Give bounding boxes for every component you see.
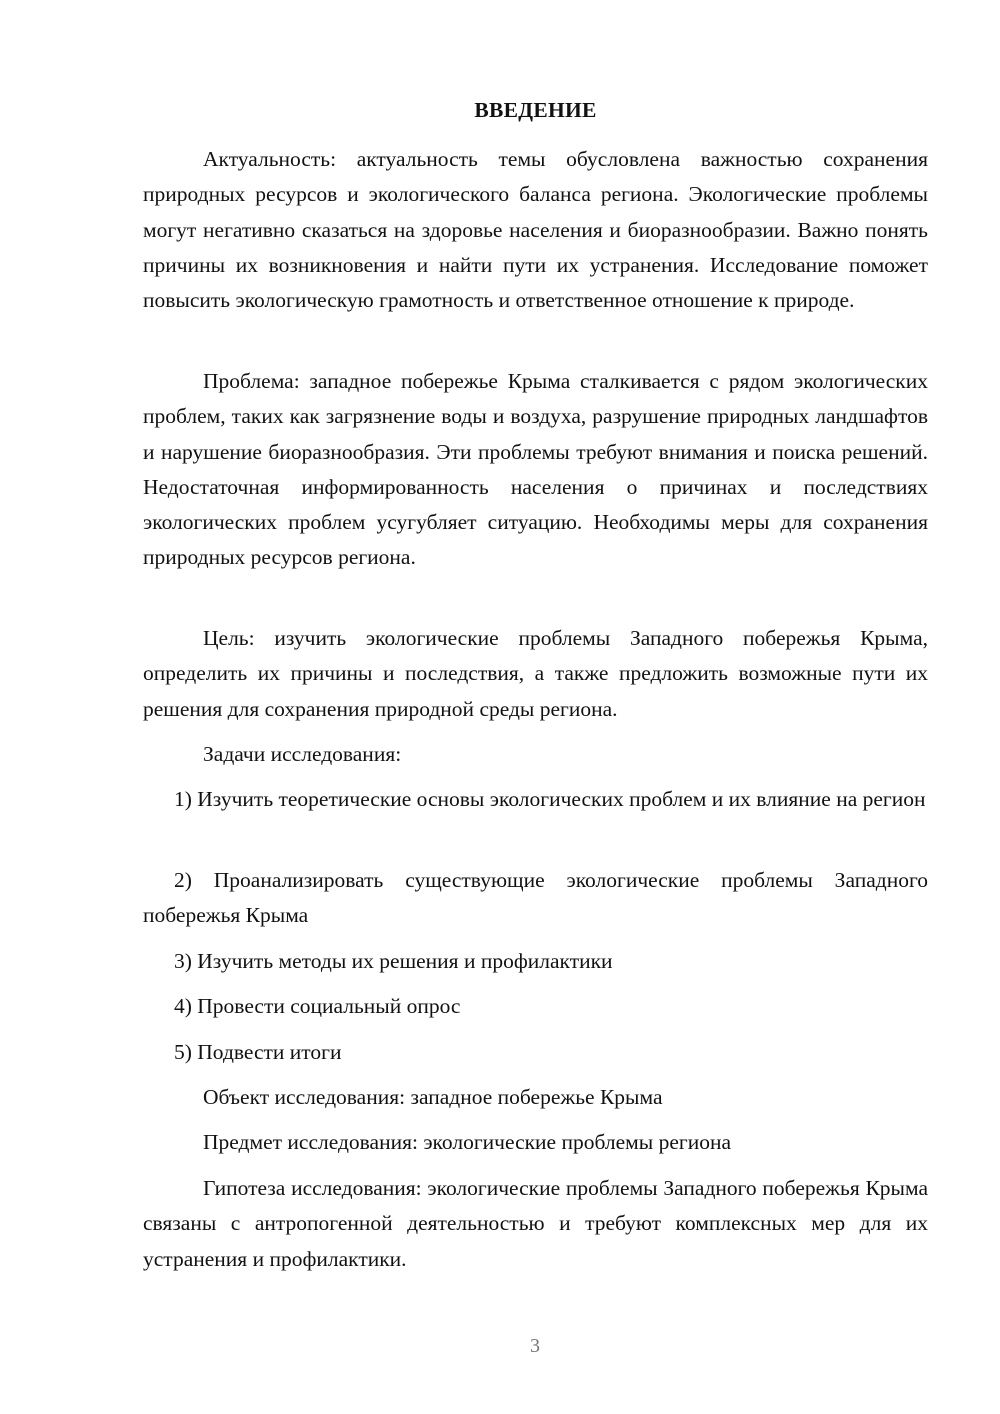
- paragraph-hypothesis: Гипотеза исследования: экологические проблемы Западного побережья Крыма связаны с антропогенной деятельностью и требуют комплексных мер для их устранения и профилактики.: [143, 1176, 928, 1271]
- task-item: 1) Изучить теоретические основы экологических проблем и их влияние на регион: [174, 787, 926, 811]
- paragraph-relevance: Актуальность: актуальность темы обусловлена важностью сохранения природных ресурсов и экологического баланса региона. Экологические проблемы могут негативно сказаться на здоровье населения и биоразнообразии. Важно понять причины их возникновения и найти пути их устранения. Исследование поможет повысить экологическую грамотность и ответственное отношение к природе.: [143, 147, 928, 313]
- paragraph-goal: Цель: изучить экологические проблемы Западного побережья Крыма, определить их причины и последствия, а также предложить возможные пути их решения для сохранения природной среды региона.: [143, 626, 928, 721]
- page-number: 3: [530, 1335, 540, 1357]
- task-item: 4) Провести социальный опрос: [174, 994, 461, 1018]
- tasks-heading: Задачи исследования:: [203, 742, 402, 766]
- task-item: 5) Подвести итоги: [174, 1040, 342, 1064]
- task-item: 2) Проанализировать существующие экологические проблемы Западного побережья Крыма: [143, 868, 928, 928]
- paragraph-object: Объект исследования: западное побережье Крыма: [203, 1085, 663, 1109]
- page-title: ВВЕДЕНИЕ: [474, 98, 597, 122]
- task-item: 3) Изучить методы их решения и профилактики: [174, 949, 613, 973]
- paragraph-problem: Проблема: западное побережье Крыма сталкивается с рядом экологических проблем, таких как загрязнение воды и воздуха, разрушение природных ландшафтов и нарушение биоразнообразия. Эти проблемы требуют внимания и поиска решений. Недостаточная информированность населения о причинах и последствиях экологических проблем усугубляет ситуацию. Необходимы меры для сохранения природных ресурсов региона.: [143, 369, 928, 570]
- paragraph-subject: Предмет исследования: экологические проблемы региона: [203, 1130, 731, 1154]
